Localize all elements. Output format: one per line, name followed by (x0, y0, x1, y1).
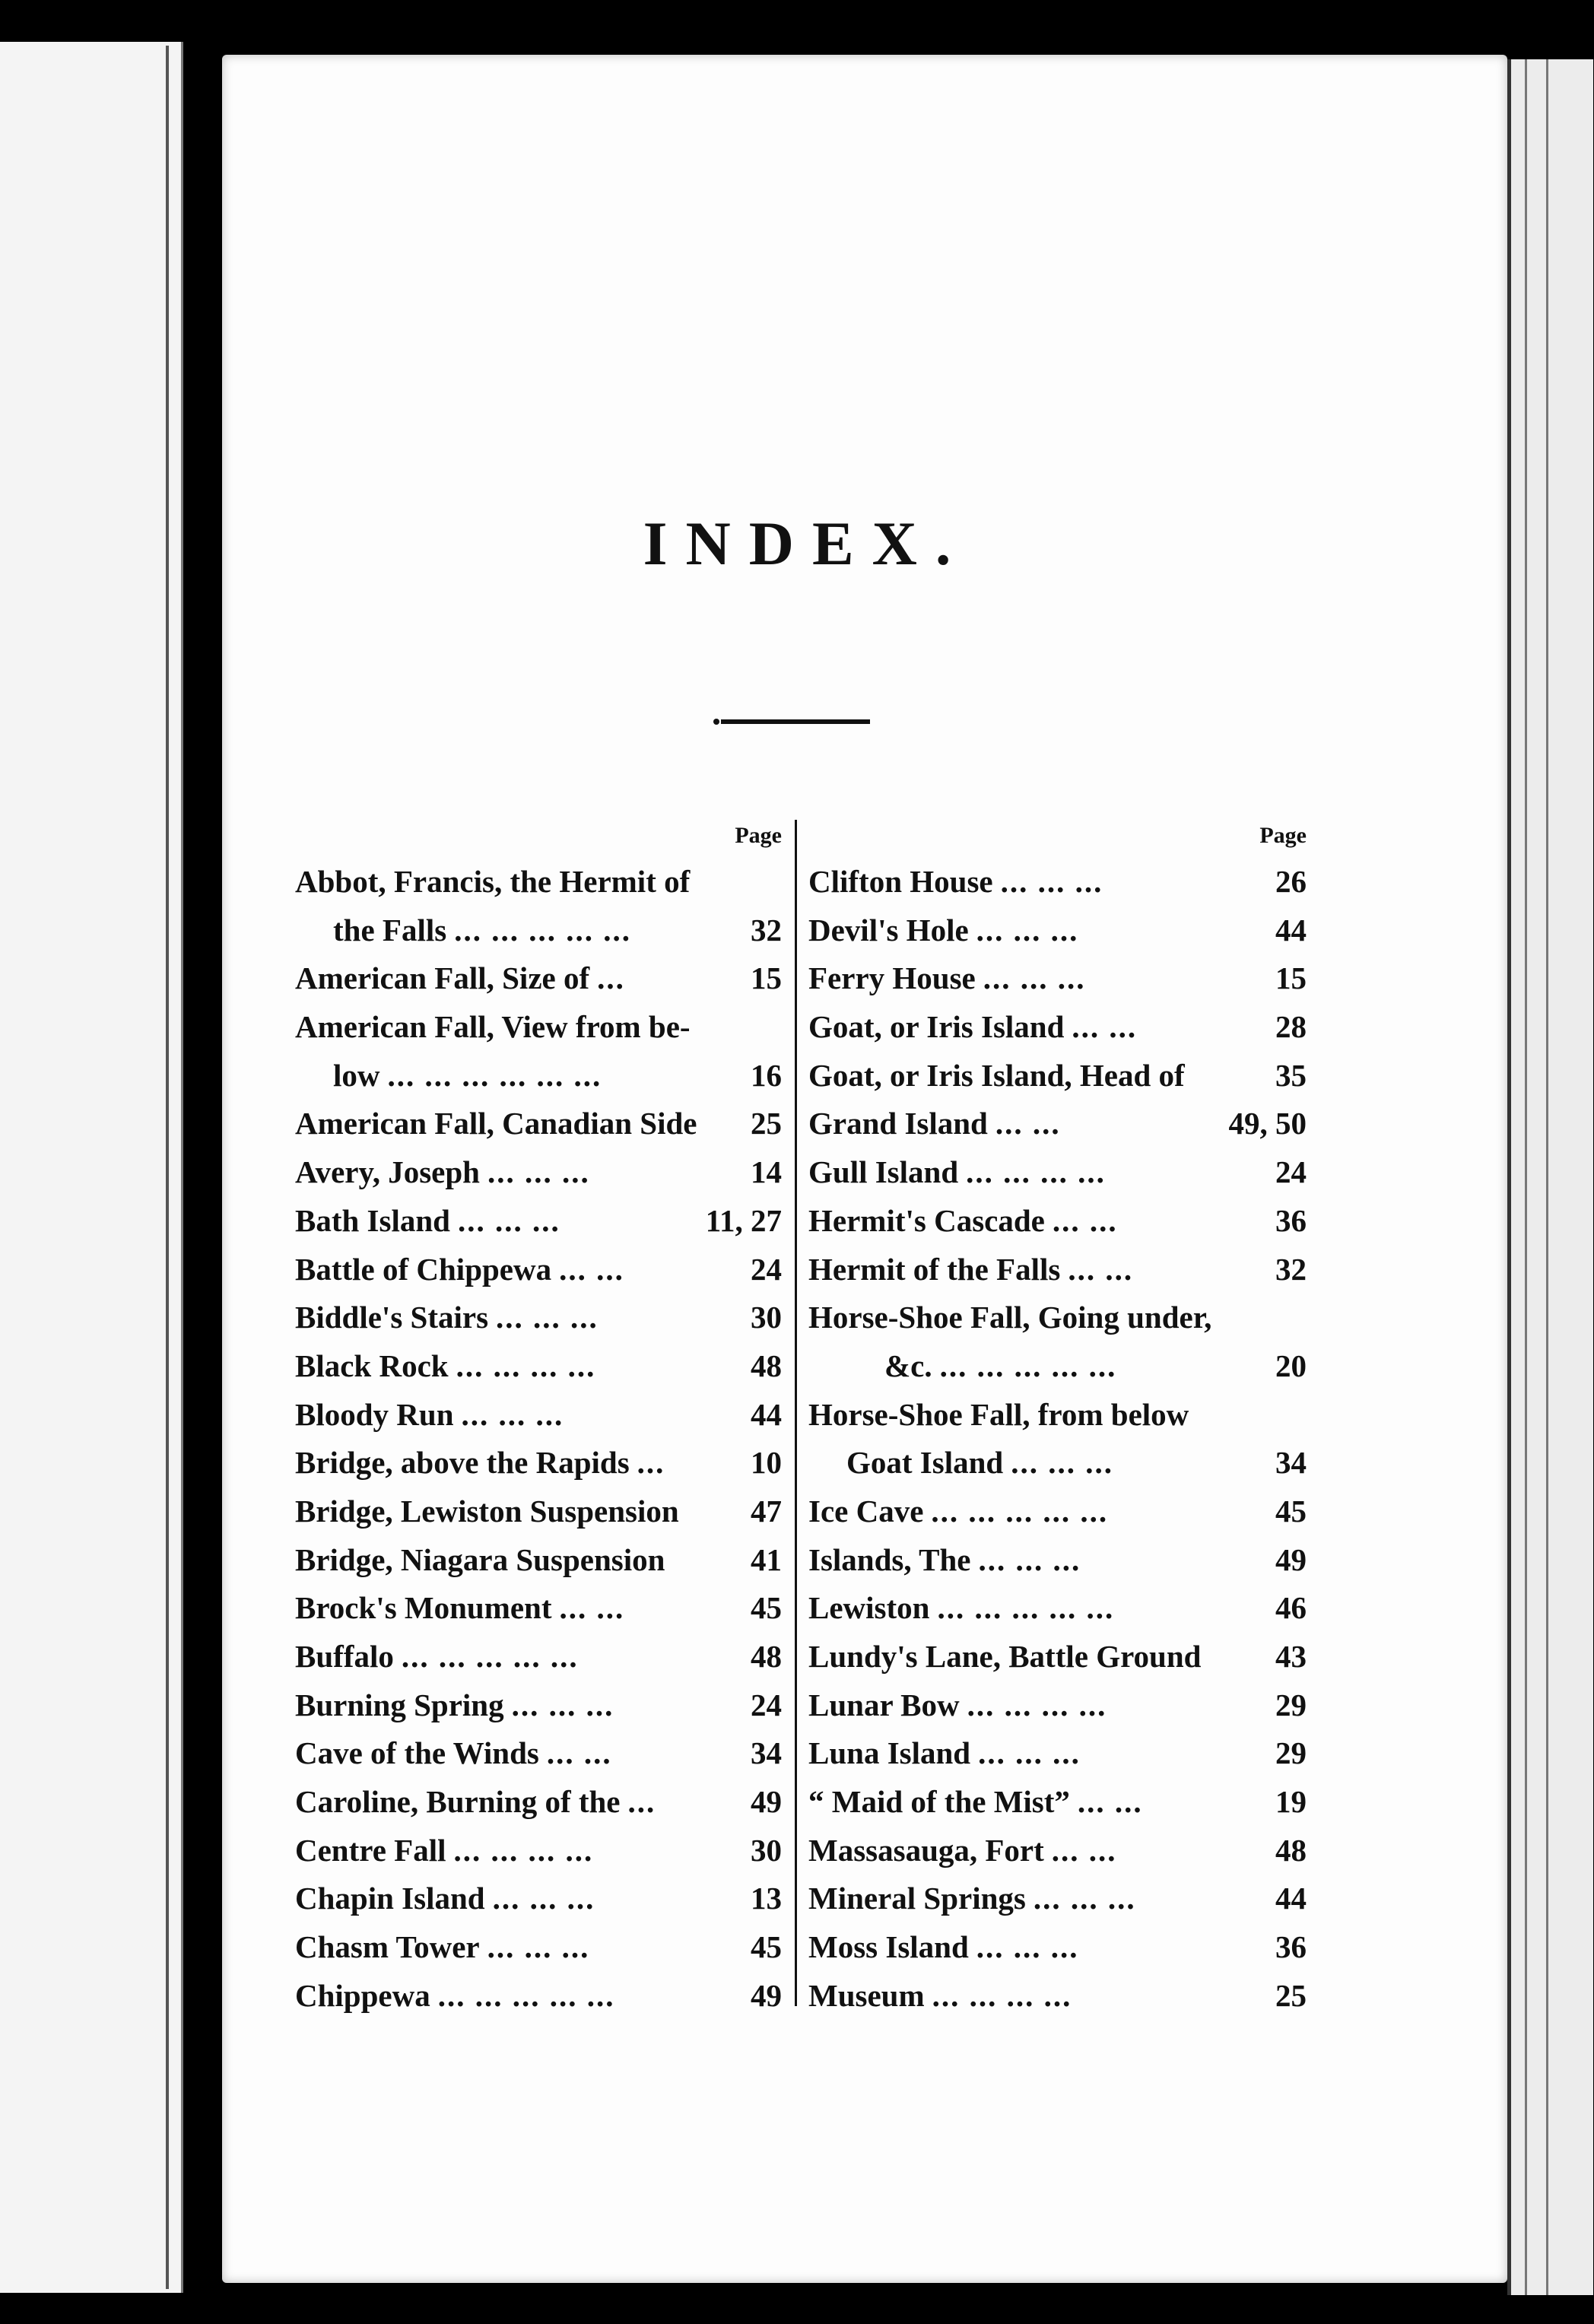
index-entry-label: Hermit of the Falls (808, 1251, 1061, 1287)
index-entry-leader: ... (627, 1784, 656, 1820)
index-entry (808, 1246, 1307, 1294)
index-entry-label: Moss Island (808, 1929, 969, 1965)
index-entry (295, 1972, 782, 2021)
index-entry-label: Hermit's Cascade (808, 1202, 1045, 1238)
index-entry-label: Bloody Run (295, 1396, 454, 1432)
index-entry (295, 1536, 782, 1585)
index-entry (808, 1633, 1307, 1681)
index-entry (808, 1197, 1307, 1246)
index-entry-label: Mineral Springs (808, 1881, 1026, 1916)
index-entry (295, 1875, 782, 1923)
index-entry-leader: ... ... ... ... (453, 1832, 594, 1868)
index-entry-leader: ... ... ... (983, 960, 1086, 996)
index-entry-leader: ... ... ... ... (932, 1977, 1072, 2013)
index-entry (295, 1633, 782, 1681)
index-entry-page-number: 25 (1275, 1977, 1307, 2013)
index-title: INDEX. (643, 509, 970, 578)
index-entry-page-number: 44 (751, 1396, 782, 1432)
index-entry-label: Clifton House (808, 864, 993, 899)
index-entry-leader: ... ... (1068, 1251, 1134, 1287)
index-entry-page-number: 30 (751, 1832, 782, 1868)
index-entry (808, 1584, 1307, 1633)
index-entry-page-number: 13 (751, 1881, 782, 1916)
index-entry-leader: ... ... ... (457, 1202, 560, 1238)
index-entry-leader: ... ... ... ... ... (931, 1493, 1109, 1529)
index-entry-label: Chippewa (295, 1977, 430, 2013)
index-entry (808, 906, 1307, 955)
index-entry-page-number: 28 (1275, 1009, 1307, 1045)
index-entry-label: Horse-Shoe Fall, from below (808, 1396, 1189, 1432)
index-entry (808, 1003, 1307, 1052)
index-entry (808, 1681, 1307, 1730)
index-entry (295, 1923, 782, 1972)
index-entry (295, 1778, 782, 1827)
index-entry (808, 1875, 1307, 1923)
index-entry-page-number: 10 (751, 1445, 782, 1481)
index-entry-label: Centre Fall (295, 1832, 446, 1868)
index-entry (808, 954, 1307, 1003)
index-entry-page-number: 44 (1275, 912, 1307, 948)
index-entry-page-number: 36 (1275, 1202, 1307, 1238)
index-entry-label: Avery, Joseph (295, 1154, 480, 1190)
title-rule-dot (713, 719, 719, 725)
index-entry-page-number: 43 (1275, 1639, 1307, 1674)
index-entry-label: Biddle's Stairs (295, 1300, 489, 1335)
index-entry-page-number: 20 (1275, 1348, 1307, 1383)
index-entry-leader: ... ... ... (1033, 1881, 1136, 1916)
page-edge-line (1546, 59, 1548, 2295)
index-entry-label: Lunar Bow (808, 1687, 960, 1722)
index-entry-page-number: 44 (1275, 1881, 1307, 1916)
index-entry-leader: ... ... ... (492, 1881, 595, 1916)
index-entry-label: Goat Island (846, 1445, 1004, 1481)
index-entry-label: Bath Island (295, 1202, 450, 1238)
index-entry-label: Islands, The (808, 1541, 971, 1577)
facing-page (0, 42, 183, 2293)
index-entry-label: Ferry House (808, 960, 976, 996)
index-entry (295, 1391, 782, 1440)
index-entry-page-number: 29 (1275, 1687, 1307, 1722)
index-entry-page-number: 46 (1275, 1590, 1307, 1626)
page-column-header: Page (735, 823, 782, 848)
index-entry-page-number: 24 (751, 1687, 782, 1722)
index-entry-leader: ... ... ... (978, 1735, 1081, 1771)
index-entry-label: Goat, or Iris Island, Head of (808, 1057, 1185, 1093)
index-entry-leader: ... ... (1072, 1009, 1138, 1045)
index-entry-page-number: 45 (751, 1929, 782, 1965)
index-entry-page-number: 34 (1275, 1445, 1307, 1481)
index-entry (295, 1584, 782, 1633)
index-entry-label: the Falls (333, 912, 447, 948)
index-entry-leader: ... ... ... ... (966, 1154, 1106, 1190)
index-entry-leader: ... ... ... (976, 912, 1079, 948)
index-entry-label: Buffalo (295, 1639, 394, 1674)
index-entry-label: Luna Island (808, 1735, 971, 1771)
index-entry (295, 1342, 782, 1391)
index-entry-leader: ... ... (1051, 1832, 1117, 1868)
index-entry-page-number: 32 (751, 912, 782, 948)
index-entry (295, 1052, 782, 1100)
index-entry (295, 1294, 782, 1342)
index-entry (808, 1391, 1307, 1440)
index-entry-label: Brock's Monument (295, 1590, 552, 1626)
index-entry-page-number: 14 (751, 1154, 782, 1190)
index-entry (295, 1681, 782, 1730)
index-entry (295, 1439, 782, 1487)
index-entry-leader: ... ... (1052, 1202, 1118, 1238)
index-entry-page-number: 32 (1275, 1251, 1307, 1287)
index-entry-page-number: 16 (751, 1057, 782, 1093)
index-entry (295, 1487, 782, 1536)
index-entry (808, 1148, 1307, 1197)
index-entry-leader: ... ... ... (1011, 1445, 1113, 1481)
index-entry-list (808, 858, 1307, 2021)
index-entry-leader: ... ... (559, 1251, 624, 1287)
index-column-left (295, 814, 782, 2015)
index-entry-label: Black Rock (295, 1348, 449, 1383)
index-entry-leader: ... (597, 960, 625, 996)
index-entry-leader: ... ... (995, 1106, 1061, 1141)
index-entry (295, 1100, 782, 1148)
page-block-edge (1507, 59, 1593, 2295)
index-entry-page-number: 45 (1275, 1493, 1307, 1529)
index-entry-page-number: 49 (751, 1784, 782, 1820)
index-entry-label: Devil's Hole (808, 912, 969, 948)
index-entry-label: Lundy's Lane, Battle Ground (808, 1639, 1202, 1674)
index-entry-label: Grand Island (808, 1106, 988, 1141)
index-entry-page-number: 36 (1275, 1929, 1307, 1965)
facing-page-edge (166, 46, 169, 2289)
index-entry-list (295, 858, 782, 2021)
index-column-right (808, 814, 1307, 2015)
index-entry (808, 1729, 1307, 1778)
index-entry-label: American Fall, View from be- (295, 1009, 691, 1045)
index-entry (808, 1536, 1307, 1585)
index-entry-label: American Fall, Size of (295, 960, 590, 996)
index-entry-leader: ... ... ... ... ... (454, 912, 631, 948)
index-entry-page-number: 41 (751, 1541, 782, 1577)
page-edge-line (1525, 59, 1527, 2295)
index-entry (808, 858, 1307, 906)
index-entry-leader: ... ... ... ... ... (437, 1977, 615, 2013)
index-entry (295, 1003, 782, 1052)
index-entry-label: Goat, or Iris Island (808, 1009, 1065, 1045)
index-entry-label: Bridge, Lewiston Suspension (295, 1493, 679, 1529)
index-entry-leader: ... ... ... (511, 1687, 614, 1722)
index-entry-label: Horse-Shoe Fall, Going under, (808, 1300, 1212, 1335)
index-entry (295, 1827, 782, 1875)
index-entry-page-number: 49 (1275, 1541, 1307, 1577)
index-entry (295, 1246, 782, 1294)
index-entry (295, 1148, 782, 1197)
index-entry (808, 1923, 1307, 1972)
index-entry-label: Gull Island (808, 1154, 959, 1190)
index-entry-page-number: 34 (751, 1735, 782, 1771)
index-entry (295, 858, 782, 906)
index-entry-label: American Fall, Canadian Side (295, 1106, 697, 1141)
index-entry (295, 1197, 782, 1246)
index-entry-page-number: 48 (751, 1639, 782, 1674)
index-entry-leader: ... ... (546, 1735, 612, 1771)
index-entry-label: Burning Spring (295, 1687, 504, 1722)
index-entry-leader: ... ... ... (1000, 864, 1103, 899)
index-entry-page-number: 30 (751, 1300, 782, 1335)
index-entry-label: Lewiston (808, 1590, 930, 1626)
index-entry-leader: ... ... ... ... ... (939, 1348, 1117, 1383)
index-entry-label: Abbot, Francis, the Hermit of (295, 864, 691, 899)
index-entry-page-number: 24 (751, 1251, 782, 1287)
index-entry-leader: ... ... ... (461, 1396, 564, 1432)
index-entry-label: Chapin Island (295, 1881, 485, 1916)
index-entry (808, 1052, 1307, 1100)
index-entry-leader: ... ... ... ... ... (937, 1590, 1115, 1626)
index-entry-label: &c. (884, 1348, 932, 1383)
index-entry-page-number: 15 (751, 960, 782, 996)
index-entry-leader: ... ... ... (487, 1929, 590, 1965)
index-entry-page-number: 15 (1275, 960, 1307, 996)
index-entry (295, 906, 782, 955)
index-entry (808, 1294, 1307, 1342)
index-entry-page-number: 49 (751, 1977, 782, 2013)
index-entry (808, 1972, 1307, 2021)
index-entry-leader: ... ... ... (496, 1300, 599, 1335)
index-entry-page-number: 29 (1275, 1735, 1307, 1771)
index-entry (808, 1439, 1307, 1487)
index-entry-leader: ... ... ... ... ... ... (387, 1057, 602, 1093)
index-entry-leader: ... ... ... ... ... (401, 1639, 579, 1674)
index-entry-leader: ... ... ... (978, 1541, 1081, 1577)
index-entry-page-number: 11, 27 (705, 1202, 782, 1238)
index-entry-label: Chasm Tower (295, 1929, 480, 1965)
index-entry (808, 1342, 1307, 1391)
index-entry-page-number: 35 (1275, 1057, 1307, 1093)
index-entry-page-number: 48 (751, 1348, 782, 1383)
index-entry-label: Museum (808, 1977, 925, 2013)
page-column-header: Page (1259, 823, 1307, 848)
index-entry-leader: ... ... ... ... (456, 1348, 596, 1383)
index-entry-label: Bridge, above the Rapids (295, 1445, 630, 1481)
index-entry-page-number: 19 (1275, 1784, 1307, 1820)
index-entry-page-number: 24 (1275, 1154, 1307, 1190)
index-entry-label: Massasauga, Fort (808, 1832, 1044, 1868)
index-entry-label: “ Maid of the Mist” (808, 1784, 1070, 1820)
index-entry-leader: ... ... ... (976, 1929, 1079, 1965)
index-entry (808, 1487, 1307, 1536)
index-entry-page-number: 25 (751, 1106, 782, 1141)
index-entry-label: Cave of the Winds (295, 1735, 539, 1771)
index-entry-label: Caroline, Burning of the (295, 1784, 621, 1820)
title-rule (721, 719, 870, 724)
index-entry-label: Ice Cave (808, 1493, 924, 1529)
column-divider (795, 820, 797, 2006)
index-entry (808, 1778, 1307, 1827)
index-entry-leader: ... ... ... ... (967, 1687, 1107, 1722)
index-entry-leader: ... ... ... (487, 1154, 590, 1190)
index-entry (295, 1729, 782, 1778)
index-entry-label: Bridge, Niagara Suspension (295, 1541, 665, 1577)
index-entry-page-number: 26 (1275, 864, 1307, 899)
index-entry-label: low (333, 1057, 380, 1093)
index-entry-page-number: 49, 50 (1228, 1106, 1307, 1141)
index-entry-leader: ... ... (1077, 1784, 1143, 1820)
index-entry-leader: ... ... (559, 1590, 625, 1626)
index-entry (808, 1100, 1307, 1148)
index-entry-label: Battle of Chippewa (295, 1251, 552, 1287)
index-entry-leader: ... (637, 1445, 665, 1481)
index-entry-page-number: 45 (751, 1590, 782, 1626)
index-entry-page-number: 48 (1275, 1832, 1307, 1868)
index-entry (295, 954, 782, 1003)
index-entry-page-number: 47 (751, 1493, 782, 1529)
index-entry (808, 1827, 1307, 1875)
